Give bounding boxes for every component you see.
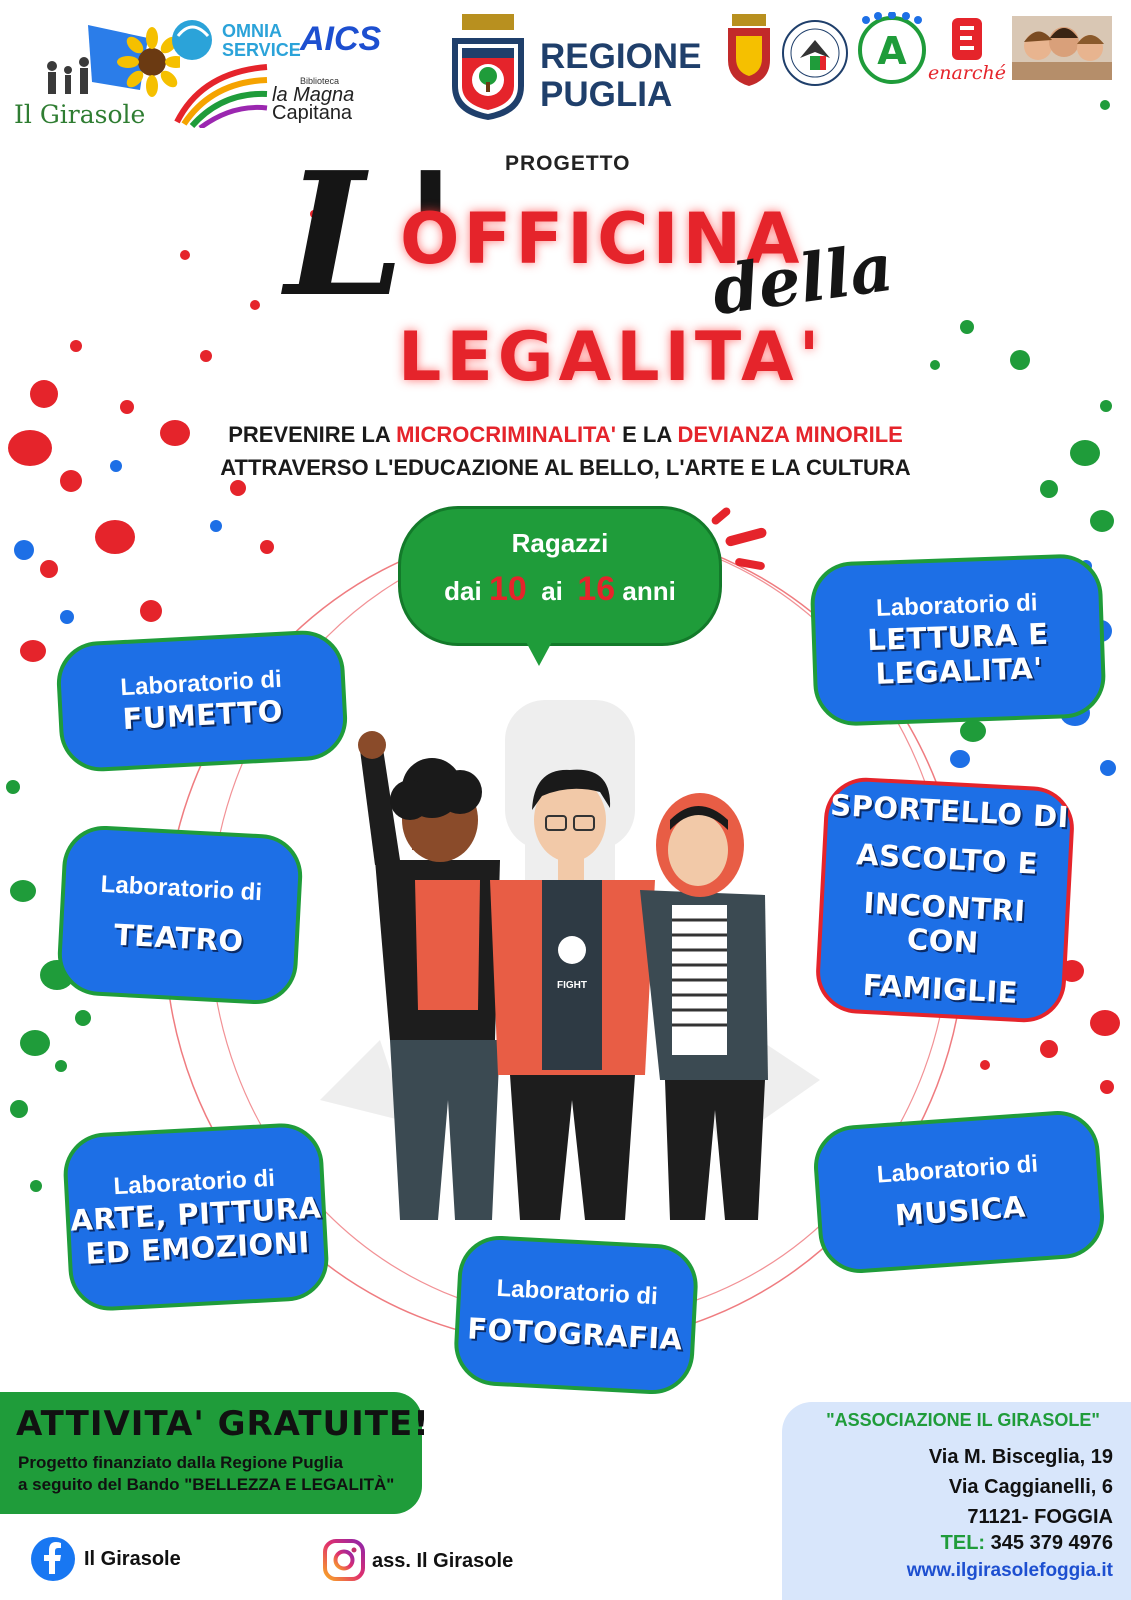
telephone-line: TEL: 345 379 4976 (940, 1532, 1113, 1554)
facebook-handle[interactable]: Il Girasole (84, 1548, 181, 1570)
lab-arte-card (62, 1121, 331, 1312)
lab-lettura-prefix: Laboratorio di (875, 589, 1038, 622)
lab-teatro-title: TEATRO (113, 917, 245, 959)
biblioteca-name-2: Capitana (272, 102, 353, 124)
lab-lettura-title-1: LETTURA E (866, 616, 1050, 658)
bubble-ragazzi: Ragazzi (511, 528, 609, 558)
sportello-title-2: ASCOLTO E (855, 837, 1039, 881)
omnia-text: OMNIA SERVICE (222, 21, 301, 60)
person-left-figure (358, 731, 500, 1220)
lab-fotografia-prefix: Laboratorio di (495, 1274, 659, 1311)
aics-text: AICS (300, 20, 382, 58)
sportello-ascolto-card (814, 776, 1076, 1025)
lab-musica-card (811, 1108, 1107, 1276)
person-right-figure (640, 793, 768, 1220)
fight-shirt-text: FIGHT (557, 980, 587, 991)
person-middle-figure (490, 770, 655, 1220)
website-link[interactable]: www.ilgirasolefoggia.it (906, 1560, 1113, 1581)
financing-note: Progetto finanziato dalla Regione Puglia a seguito del Bando "BELLEZZA E LEGALITÀ" (18, 1453, 395, 1494)
lab-lettura-card (809, 553, 1107, 727)
biblioteca-small: Biblioteca (300, 76, 340, 86)
address-line-2: Via Caggianelli, 6 (948, 1476, 1113, 1498)
biblioteca-name-1: la Magna (272, 84, 355, 106)
facebook-icon (30, 1536, 76, 1586)
sportello-title-3: INCONTRI CON (862, 885, 1027, 960)
lab-musica-prefix: Laboratorio di (876, 1150, 1039, 1189)
address-line-1: Via M. Bisceglia, 19 (928, 1446, 1113, 1468)
lab-fumetto-title: FUMETTO (121, 693, 284, 737)
title-della: della (707, 227, 898, 331)
lab-lettura-title-2: LEGALITA' (874, 651, 1044, 691)
title-legalita: LEGALITA' (398, 318, 825, 397)
title-big-l: L' (285, 135, 457, 335)
title-officina: OFFICINA (400, 198, 804, 280)
instagram-handle[interactable]: ass. Il Girasole (372, 1550, 514, 1572)
enarche-text: enarché (928, 62, 1007, 84)
lab-fumetto-prefix: Laboratorio di (119, 665, 283, 702)
lab-teatro-card (56, 824, 305, 1006)
lab-fotografia-card (452, 1234, 700, 1396)
instagram-icon (322, 1538, 366, 1586)
progetto-label: PROGETTO (505, 152, 631, 175)
address-line-3: 71121- FOGGIA (967, 1506, 1113, 1528)
association-name: "ASSOCIAZIONE IL GIRASOLE" (826, 1410, 1100, 1430)
speech-bubble-tail (525, 640, 553, 666)
sportello-title-4: FAMIGLIE (861, 967, 1019, 1010)
young-people-illustration (320, 680, 820, 1235)
sportello-title-1: SPORTELLO DI (829, 787, 1070, 835)
lab-fumetto-card (55, 629, 349, 774)
lab-arte-title-1: ARTE, PITTURA (69, 1190, 323, 1238)
svg-text:A: A (877, 29, 907, 73)
logo-girasole-text: Il Girasole (14, 100, 146, 129)
bubble-age-range: dai 10 ai 16 anni (444, 570, 676, 608)
lab-teatro-prefix: Laboratorio di (100, 870, 263, 907)
regione-puglia-text: REGIONE PUGLIA (540, 37, 702, 114)
subtitle-line-1: PREVENIRE LA MICROCRIMINALITA' E LA DEVIANZA MINORILE (228, 422, 903, 447)
lab-arte-prefix: Laboratorio di (112, 1164, 276, 1201)
attivita-gratuite-title: ATTIVITA' GRATUITE! (16, 1404, 430, 1444)
lab-arte-title-2: ED EMOZIONI (84, 1225, 311, 1271)
subtitle-line-2: ATTRAVERSO L'EDUCAZIONE AL BELLO, L'ARTE E LA CULTURA (220, 455, 911, 480)
lab-fotografia-title: FOTOGRAFIA (466, 1311, 684, 1357)
lab-musica-title: MUSICA (893, 1189, 1027, 1233)
